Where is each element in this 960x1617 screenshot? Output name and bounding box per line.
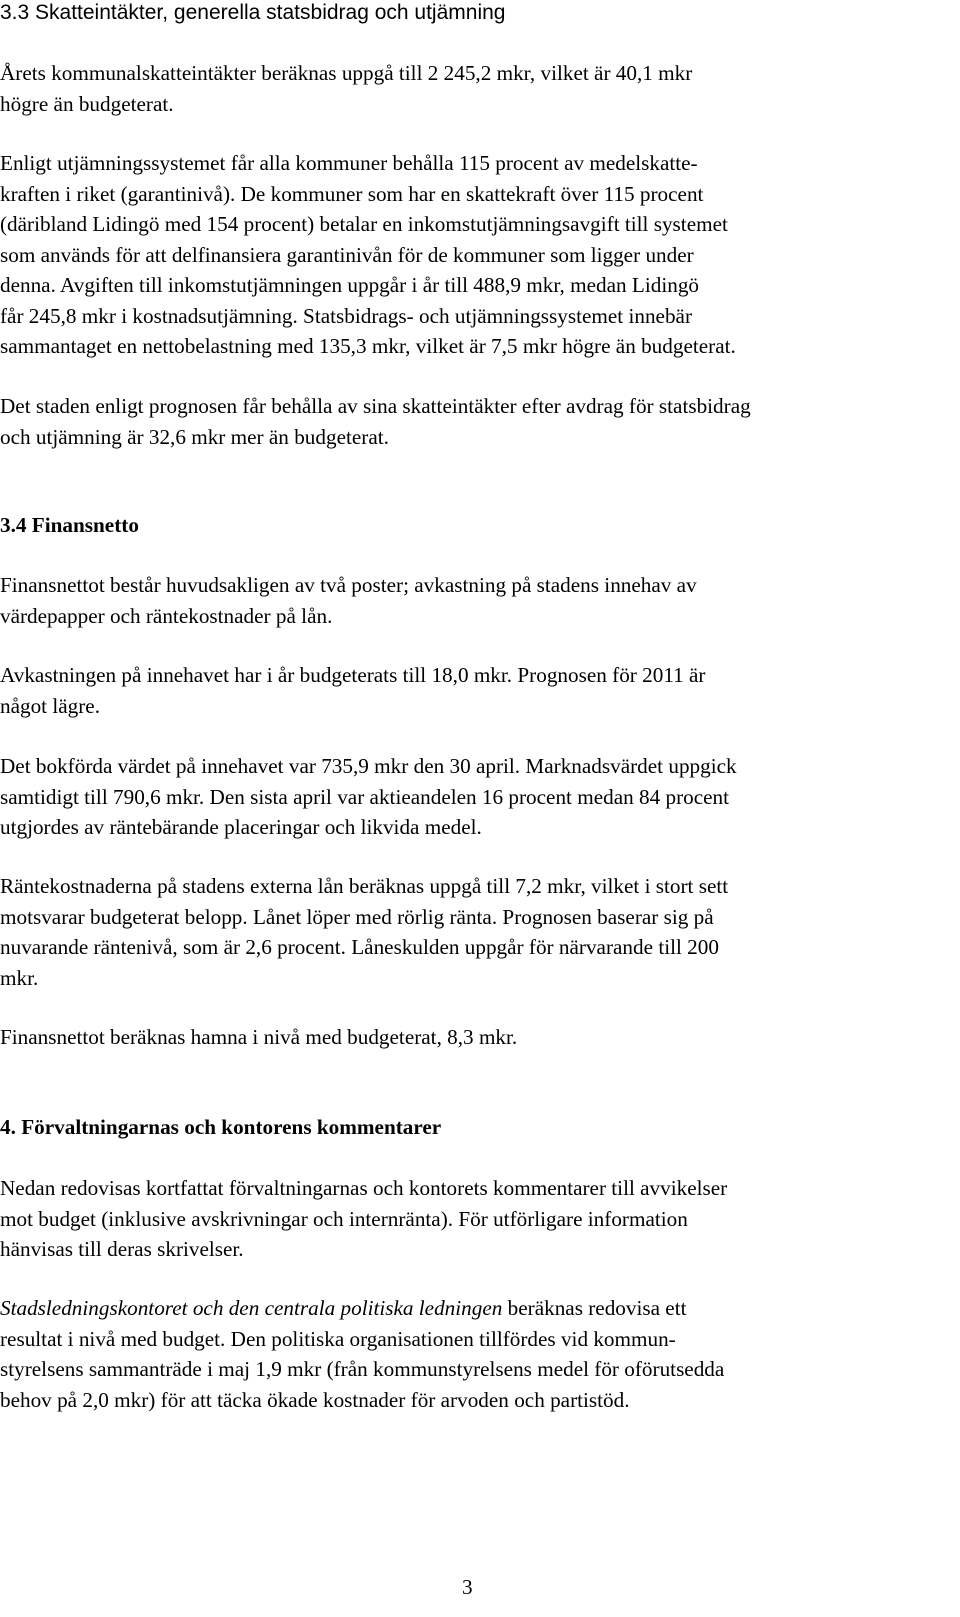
section-4-paragraph-2 (0, 1293, 960, 1415)
section-3-4-paragraph-2 (0, 660, 960, 721)
text-line: Räntekostnaderna på stadens externa lån beräknas uppgå till 7,2 mkr, vilket i stort sett (0, 874, 729, 898)
text-line: och utjämning är 32,6 mkr mer än budgeterat. (0, 424, 389, 449)
text-line: Enligt utjämningssystemet får alla kommuner behålla 115 procent av medelskatte- (0, 151, 698, 175)
section-4-paragraph-1 (0, 1173, 960, 1265)
text-line: Finansnettot beräknas hamna i nivå med budgeterat, 8,3 mkr. (0, 1025, 518, 1049)
section-3-3-paragraph-3 (0, 391, 960, 452)
text-line: motsvarar budgeterat belopp. Lånet löper med rörlig ränta. Prognosen baserar sig på (0, 904, 714, 929)
text-line-rest: beräknas redovisa ett (502, 1296, 687, 1320)
text-line: Årets kommunalskatteintäkter beräknas uppgå till 2 245,2 mkr, vilket är 40,1 mkr (0, 61, 693, 85)
section-3-4-paragraph-1 (0, 570, 960, 631)
text-line: behov på 2,0 mkr) för att täcka ökade kostnader för arvoden och partistöd. (0, 1387, 630, 1412)
text-line: sammantaget en nettobelastning med 135,3 mkr, vilket är 7,5 mkr högre än budgeterat. (0, 334, 736, 358)
text-line: som används för att delfinansiera garantinivån för de kommuner som ligger under (0, 242, 694, 267)
text-line: Det bokförda värdet på innehavet var 735,9 mkr den 30 april. Marknadsvärdet uppgick (0, 754, 737, 778)
text-line: utgjordes av räntebärande placeringar och likvida medel. (0, 815, 482, 839)
section-3-4-paragraph-4 (0, 871, 960, 993)
text-line: värdepapper och räntekostnader på lån. (0, 603, 333, 628)
text-line: Nedan redovisas kortfattat förvaltningarnas och kontorets kommentarer till avvikelser (0, 1176, 728, 1200)
text-line (0, 1293, 960, 1324)
text-line: Avkastningen på innehavet har i år budgeterats till 18,0 mkr. Prognosen för 2011 är (0, 663, 706, 687)
text-line: Finansnettot består huvudsakligen av två poster; avkastning på stadens innehav av (0, 573, 697, 597)
text-line: får 245,8 mkr i kostnadsutjämning. Statsbidrags- och utjämningssystemet innebär (0, 303, 693, 328)
text-line: kraften i riket (garantinivå). De kommuner som har en skattekraft över 115 procent (0, 181, 704, 206)
section-3-3-paragraph-1 (0, 58, 960, 119)
text-line: hänvisas till deras skrivelser. (0, 1237, 244, 1261)
text-line: högre än budgeterat. (0, 91, 174, 116)
text-line: denna. Avgiften till inkomstutjämningen uppgår i år till 488,9 mkr, medan Lidingö (0, 273, 700, 297)
section-4-heading: 4. Förvaltningarnas och kontorens kommentarer (0, 1115, 442, 1139)
text-line: mkr. (0, 965, 39, 990)
section-3-4-paragraph-5 (0, 1022, 960, 1053)
section-3-4-heading: 3.4 Finansnetto (0, 513, 139, 537)
text-line: något lägre. (0, 693, 101, 718)
text-line: (däribland Lidingö med 154 procent) betalar en inkomstutjämningsavgift till systemet (0, 212, 728, 236)
text-line: mot budget (inklusive avskrivningar och internränta). För utförligare information (0, 1206, 688, 1231)
text-line: samtidigt till 790,6 mkr. Den sista april var aktieandelen 16 procent medan 84 procent (0, 784, 730, 809)
text-line: nuvarande räntenivå, som är 2,6 procent. Låneskulden uppgår för närvarande till 200 (0, 935, 719, 959)
section-3-3-paragraph-2 (0, 148, 960, 362)
text-line: Det staden enligt prognosen får behålla av sina skatteintäkter efter avdrag för statsbidrag (0, 394, 751, 418)
section-3-4-paragraph-3 (0, 751, 960, 843)
text-line: styrelsens sammanträde i maj 1,9 mkr (från kommunstyrelsens medel för oförutsedda (0, 1357, 725, 1381)
section-3-3-heading: 3.3 Skatteintäkter, generella statsbidrag och utjämning (0, 1, 506, 24)
office-name-italic: Stadsledningskontoret och den centrala politiska ledningen (0, 1296, 503, 1320)
text-line: resultat i nivå med budget. Den politiska organisationen tillfördes vid kommun- (0, 1326, 676, 1351)
page-number: 3 (462, 1575, 473, 1599)
